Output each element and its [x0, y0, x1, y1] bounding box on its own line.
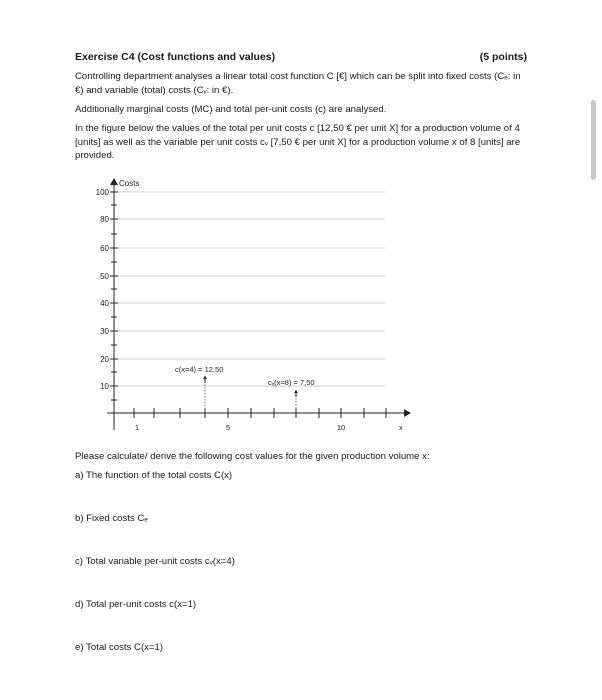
- y-tick-label-100: 100: [95, 188, 109, 197]
- exercise-title: Exercise C4 (Cost functions and values): [75, 51, 276, 63]
- marginal-costs-paragraph: Additionally marginal costs (MC) and total per-unit costs (c) are analysed.: [75, 104, 387, 115]
- annotation-c-x4-arrow: [203, 376, 207, 379]
- exercise-header: [75, 51, 527, 63]
- questions-prompt: Please calculate/ derive the following cost values for the given production volume x:: [75, 451, 430, 462]
- annotation-c-x4: c(x=4) = 12,50: [175, 365, 224, 374]
- x-axis-label: x: [399, 425, 403, 432]
- question-c: c) Total variable per-unit costs cᵥ(x=4): [75, 556, 235, 567]
- y-tick-label-60: 60: [100, 244, 109, 253]
- cost-chart: [85, 172, 415, 440]
- y-tick-label-30: 30: [100, 327, 109, 336]
- annotation-cv-x8-arrow: [294, 390, 298, 393]
- question-e: e) Total costs C(x=1): [75, 642, 164, 653]
- scrollbar-thumb[interactable]: [591, 100, 596, 180]
- x-axis-arrow: [404, 409, 411, 417]
- y-axis-label: Costs: [119, 179, 140, 188]
- y-tick-label-40: 40: [100, 299, 109, 308]
- y-tick-label-50: 50: [100, 272, 109, 281]
- y-tick-label-80: 80: [100, 215, 109, 224]
- annotation-cv-x8: cᵥ(x=8) = 7,50: [268, 378, 315, 387]
- figure-description-paragraph: In the figure below the values of the total per unit costs c [12,50 € per unit X] for a production volume of 4 [units] as well as the variable per unit costs cᵥ [7,50 € per unit X] for a production volume x of 8 [units] are provided.: [75, 123, 521, 162]
- intro-paragraph: Controlling department analyses a linear total cost function C [€] which can be split into fixed costs (Cₑ: in €) and variable (total) costs (Cᵥ: in €).: [75, 71, 521, 96]
- x-tick-label-10: 10: [336, 423, 346, 432]
- y-axis-arrow: [110, 178, 118, 185]
- question-d: d) Total per-unit costs c(x=1): [75, 599, 197, 610]
- x-tick-label-1: 1: [134, 423, 140, 432]
- y-tick-label-20: 20: [100, 355, 109, 364]
- question-b: b) Fixed costs Cₑ: [75, 513, 148, 524]
- y-tick-label-10: 10: [100, 382, 109, 391]
- exercise-points: (5 points): [479, 51, 527, 63]
- x-tick-label-5: 5: [225, 423, 231, 432]
- question-a: a) The function of the total costs C(x): [75, 470, 233, 481]
